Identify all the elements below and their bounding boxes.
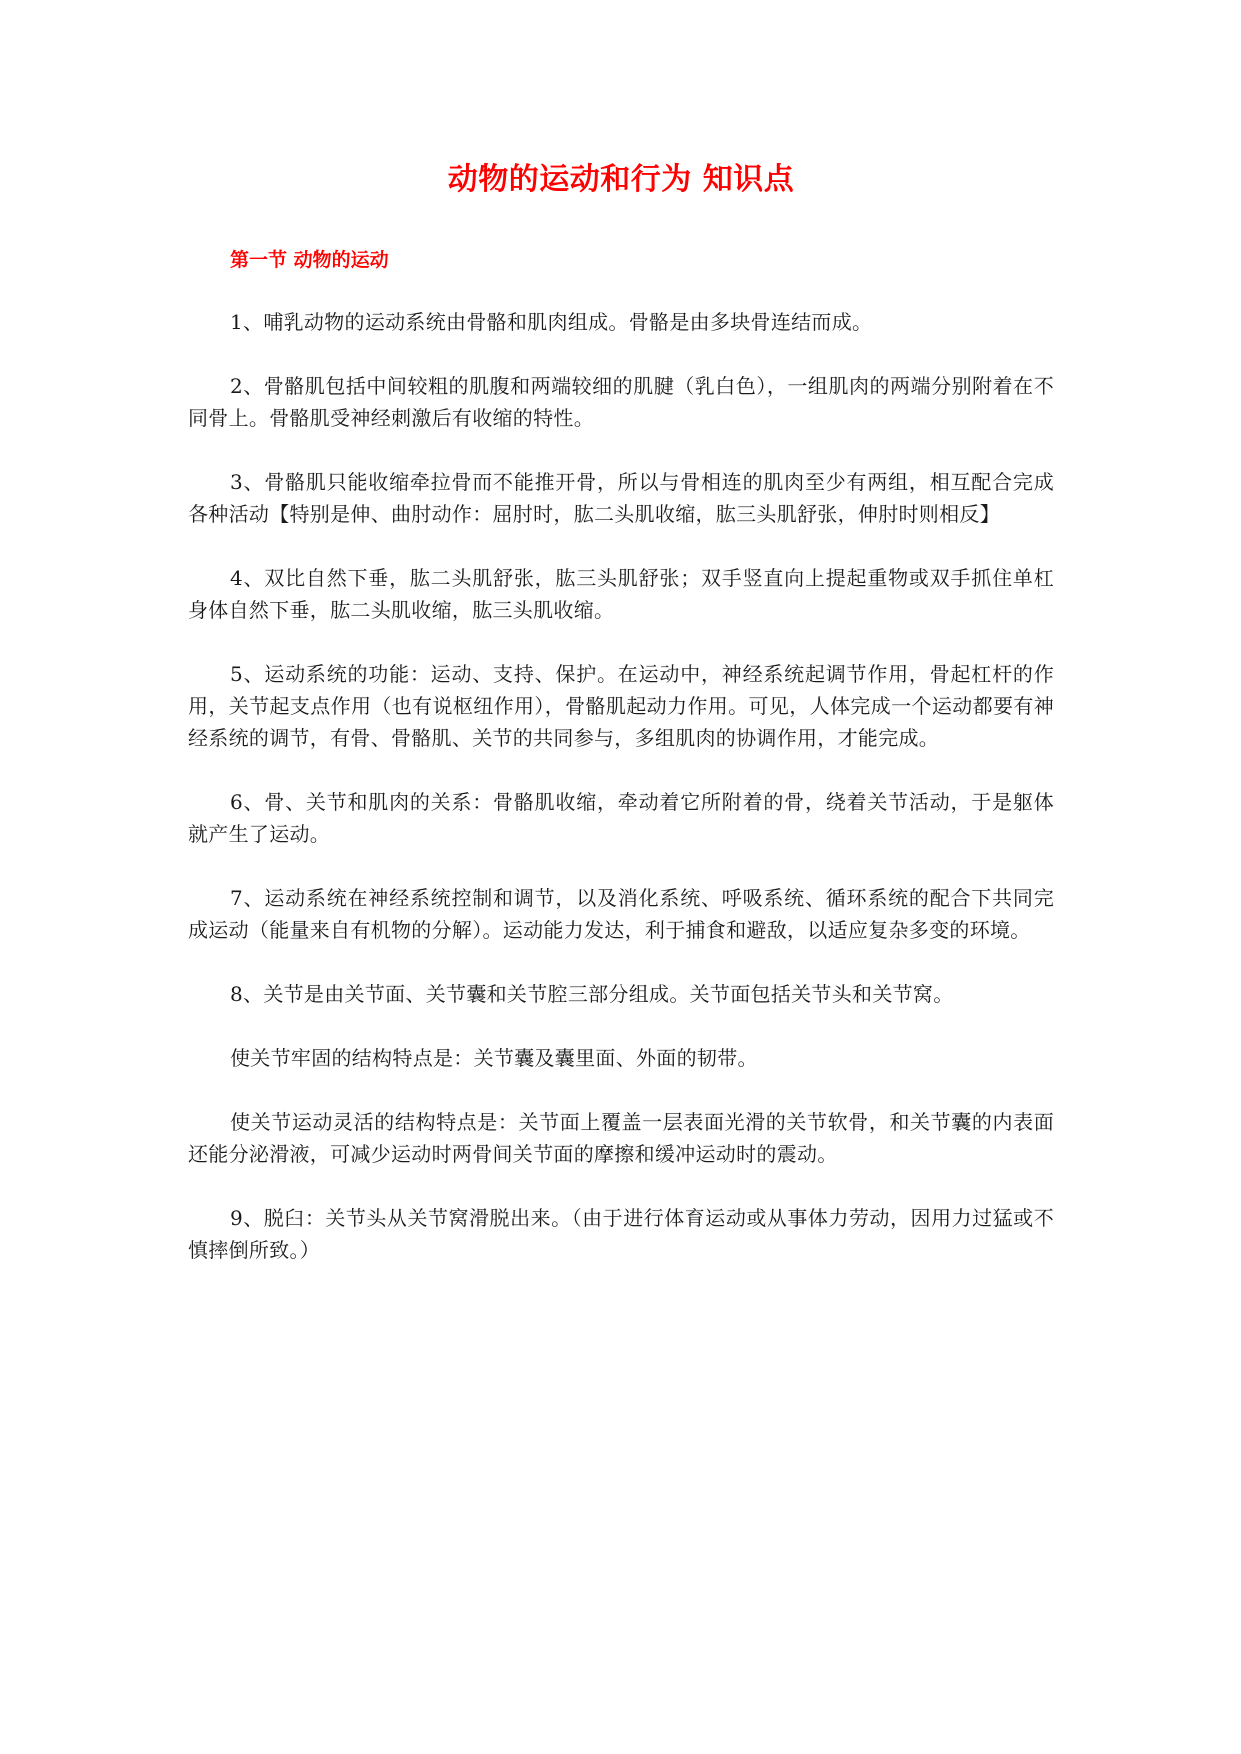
paragraph-9: 9、脱臼：关节头从关节窝滑脱出来。（由于进行体育运动或从事体力劳动，因用力过猛或不慎摔倒所致。） xyxy=(188,1206,1054,1262)
section-heading: 第一节 动物的运动 xyxy=(230,249,389,271)
document-content xyxy=(188,160,1054,1266)
paragraph-7: 7、运动系统在神经系统控制和调节，以及消化系统、呼吸系统、循环系统的配合下共同完成运动（能量来自有机物的分解）。运动能力发达，利于捕食和避敌，以适应复杂多变的环境。 xyxy=(188,886,1054,942)
paragraph-3: 3、骨骼肌只能收缩牵拉骨而不能推开骨，所以与骨相连的肌肉至少有两组，相互配合完成各种活动【特别是伸、曲肘动作：屈肘时，肱二头肌收缩，肱三头肌舒张，伸肘时则相反】 xyxy=(188,470,1054,526)
paragraph-1: 1、哺乳动物的运动系统由骨骼和肌肉组成。骨骼是由多块骨连结而成。 xyxy=(230,310,873,334)
paragraph-5: 5、运动系统的功能：运动、支持、保护。在运动中，神经系统起调节作用，骨起杠杆的作用，关节起支点作用（也有说枢纽作用），骨骼肌起动力作用。可见，人体完成一个运动都要有神经系统的调节，有骨、骨骼肌、关节的共同参与，多组肌肉的协调作用，才能完成。 xyxy=(188,662,1054,750)
paragraph-8-stability: 使关节牢固的结构特点是：关节囊及囊里面、外面的韧带。 xyxy=(230,1046,758,1070)
paragraph-8: 8、关节是由关节面、关节囊和关节腔三部分组成。关节面包括关节头和关节窝。 xyxy=(230,982,954,1006)
paragraph-6: 6、骨、关节和肌肉的关系：骨骼肌收缩，牵动着它所附着的骨，绕着关节活动，于是躯体就产生了运动。 xyxy=(188,790,1054,846)
document-title: 动物的运动和行为 知识点 xyxy=(447,162,795,197)
paragraph-4: 4、双比自然下垂，肱二头肌舒张，肱三头肌舒张；双手竖直向上提起重物或双手抓住单杠身体自然下垂，肱二头肌收缩，肱三头肌收缩。 xyxy=(188,566,1054,622)
paragraph-8-flexibility: 使关节运动灵活的结构特点是：关节面上覆盖一层表面光滑的关节软骨，和关节囊的内表面还能分泌滑液，可减少运动时两骨间关节面的摩擦和缓冲运动时的震动。 xyxy=(188,1110,1054,1166)
paragraph-2: 2、骨骼肌包括中间较粗的肌腹和两端较细的肌腱（乳白色），一组肌肉的两端分别附着在不同骨上。骨骼肌受神经刺激后有收缩的特性。 xyxy=(188,374,1054,430)
